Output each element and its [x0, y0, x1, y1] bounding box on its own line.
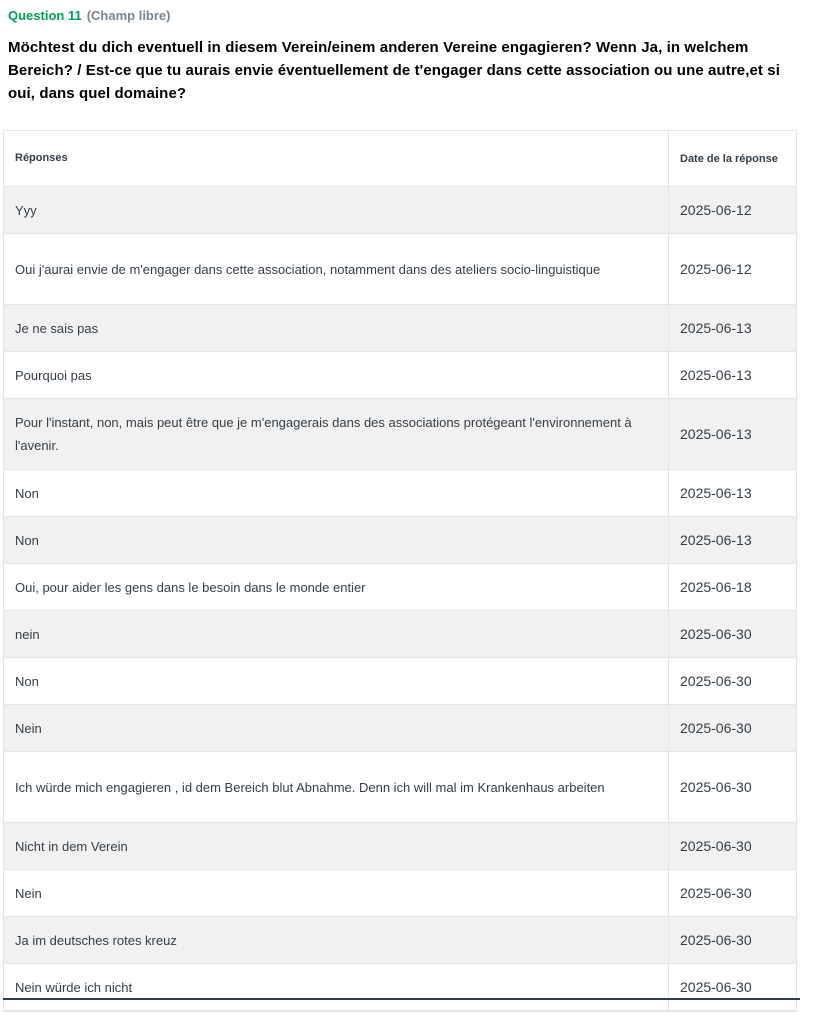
response-text: Ich würde mich engagieren , id dem Bereich blut Abnahme. Denn ich will mal im Krankenhaus arbeiten	[15, 779, 605, 795]
table-row	[4, 917, 796, 964]
response-date: 2025-06-13	[668, 305, 796, 351]
response-date: 2025-06-12	[668, 234, 796, 304]
table-row	[4, 517, 796, 564]
table-row	[4, 470, 796, 517]
response-text: Oui, pour aider les gens dans le besoin dans le monde entier	[15, 579, 366, 595]
response-date: 2025-06-13	[668, 517, 796, 563]
response-date: 2025-06-30	[668, 611, 796, 657]
question-label	[8, 7, 171, 25]
table-row	[4, 234, 796, 305]
table-row	[4, 658, 796, 705]
response-text: Je ne sais pas	[15, 320, 99, 336]
response-text: Oui j'aurai envie de m'engager dans cette association, notamment dans des ateliers socio-linguistique	[15, 261, 601, 277]
response-text: Non	[15, 532, 39, 548]
response-date: 2025-06-13	[668, 399, 796, 469]
bottom-divider	[3, 998, 800, 1000]
response-text: Nicht in dem Verein	[15, 838, 128, 854]
question-type: (Champ libre)	[86, 8, 171, 23]
table-row	[4, 752, 796, 823]
response-text: Pourquoi pas	[15, 367, 92, 383]
table-row	[4, 823, 796, 870]
table-row	[4, 564, 796, 611]
header-responses: Réponses	[15, 152, 68, 164]
response-text: Nein	[15, 720, 42, 736]
response-date: 2025-06-18	[668, 564, 796, 610]
table-row	[4, 964, 796, 1011]
response-text: Non	[15, 485, 39, 501]
response-text: Ja im deutsches rotes kreuz	[15, 932, 177, 948]
header-date: Date de la réponse	[668, 131, 796, 186]
response-date: 2025-06-13	[668, 352, 796, 398]
response-text: Pour l'instant, non, mais peut être que je m'engagerais dans des associations protégeant l'environnement à l'avenir.	[15, 415, 632, 453]
response-date: 2025-06-30	[668, 705, 796, 751]
response-date: 2025-06-30	[668, 870, 796, 916]
response-date: 2025-06-12	[668, 187, 796, 233]
table-row	[4, 187, 796, 234]
response-date: 2025-06-30	[668, 658, 796, 704]
response-text: Yyy	[15, 202, 37, 218]
response-text: Nein würde ich nicht	[15, 979, 133, 995]
response-date: 2025-06-30	[668, 917, 796, 963]
table-row	[4, 611, 796, 658]
response-text: nein	[15, 626, 40, 642]
response-date: 2025-06-13	[668, 470, 796, 516]
response-date: 2025-06-30	[668, 964, 796, 1010]
table-row	[4, 352, 796, 399]
responses-table	[3, 130, 797, 1012]
response-date: 2025-06-30	[668, 823, 796, 869]
table-header-row	[4, 131, 796, 187]
table-row	[4, 870, 796, 917]
question-title: Möchtest du dich eventuell in diesem Verein/einem anderen Vereine engagieren? Wenn Ja, in welchem Bereich? / Est-ce que tu aurais envie éventuellement de t'engager dans cette association ou une autre,et si oui, dans quel domaine?	[8, 39, 781, 102]
response-text: Non	[15, 673, 39, 689]
table-row	[4, 399, 796, 470]
table-row	[4, 705, 796, 752]
table-row	[4, 305, 796, 352]
response-text: Nein	[15, 885, 42, 901]
question-number: Question 11	[8, 8, 82, 23]
response-date: 2025-06-30	[668, 752, 796, 822]
